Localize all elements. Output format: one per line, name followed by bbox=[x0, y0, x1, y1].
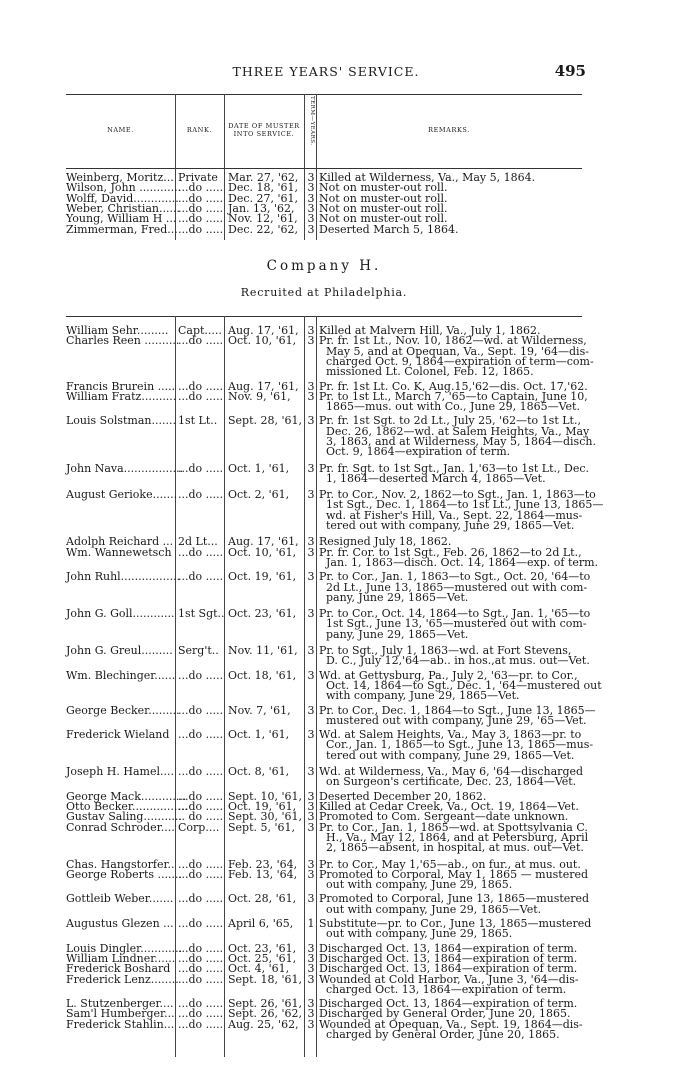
cell-remarks bbox=[319, 222, 581, 236]
cell-rank: Capt..... bbox=[178, 324, 222, 337]
remarks-line: Wounded at Opequan, Va., Sept. 19, 1864—dis- bbox=[319, 1017, 583, 1031]
cell-rank: ...do ..... bbox=[178, 570, 224, 584]
remarks-line: Promoted to Corporal, May 1, 1865 — mustered bbox=[319, 867, 589, 881]
remarks-line: charged Oct. 13, 1864—expiration of term. bbox=[326, 982, 567, 996]
cell-name: Frederick Stahlin... bbox=[66, 1017, 175, 1031]
cell-date: Nov. 12, '61, bbox=[228, 212, 298, 226]
remarks-line: Pr. to Cor., Nov. 2, 1862—to Sgt., Jan. 1, 1863—to bbox=[319, 488, 596, 502]
cell-date: Oct. 28, '61, bbox=[228, 892, 297, 906]
cell-remarks bbox=[319, 414, 596, 459]
cell-years: 3 bbox=[307, 389, 315, 403]
cell-years: 3 bbox=[307, 201, 315, 215]
cell-rank: ...do ..... bbox=[178, 1007, 224, 1021]
cell-date: Oct. 10, '61, bbox=[228, 545, 297, 559]
cell-years: 3 bbox=[307, 488, 315, 502]
header-years: TERM—YEARS. bbox=[309, 96, 315, 146]
cell-remarks bbox=[319, 570, 591, 604]
remarks-line: Not on muster-out roll. bbox=[319, 181, 448, 195]
cell-years: 3 bbox=[307, 789, 315, 803]
cell-date: Oct. 25, '61, bbox=[228, 951, 297, 965]
cell-name: William Fratz.......... bbox=[66, 389, 177, 403]
remarks-line: Jan. 1, 1863—disch. Oct. 14, 1864—exp. of term. bbox=[326, 555, 599, 569]
remarks-line: Oct. 14, 1864—to Sgt., Dec. 1, '64—mustered out bbox=[326, 678, 602, 692]
cell-date: Sept. 30, '61, bbox=[228, 810, 303, 824]
cell-date: Oct. 1, '61, bbox=[228, 461, 290, 475]
cell-date: Oct. 23, '61, bbox=[228, 607, 297, 621]
cell-rank: ...do ..... bbox=[178, 488, 224, 502]
cell-name: John Nava................. bbox=[66, 461, 184, 475]
remarks-line: on Surgeon's certificate, Dec. 23, 1864—Vet. bbox=[326, 775, 577, 789]
header-remarks: REMARKS. bbox=[428, 126, 470, 134]
cell-years: 3 bbox=[307, 545, 315, 559]
cell-rank: Serg't.. bbox=[178, 644, 219, 658]
cell-rank: ...do ..... bbox=[178, 867, 224, 881]
remarks-line: pany, June 29, 1865—Vet. bbox=[326, 627, 469, 641]
header-date-line2: INTO SERVICE. bbox=[233, 130, 295, 138]
cell-years: 3 bbox=[307, 461, 315, 475]
remarks-line: tered out with company, June 29, 1865—Vet. bbox=[326, 748, 575, 762]
remarks-line: Promoted to Corporal, June 13, 1865—mustered bbox=[319, 892, 590, 906]
company-subtitle: Recruited at Philadelphia. bbox=[240, 286, 408, 299]
remarks-line: Not on muster-out roll. bbox=[319, 191, 448, 205]
remarks-line: Oct. 9, 1864—expiration of term. bbox=[326, 445, 511, 459]
remarks-line: Dec. 26, 1862—wd. at Salem Heights, Va., May bbox=[326, 424, 590, 438]
cell-rank: ...do ..... bbox=[178, 334, 224, 348]
cell-years: 3 bbox=[307, 810, 315, 824]
cell-rank: ...do ..... bbox=[178, 800, 224, 813]
cell-remarks bbox=[319, 644, 590, 668]
cell-name: Conrad Schroder.... bbox=[66, 820, 175, 834]
cell-date: Sept. 28, '61, bbox=[228, 414, 303, 428]
cell-date: Oct. 2, '61, bbox=[228, 488, 290, 502]
remarks-line: Pr. to Sgt., July 1, 1863—wd. at Fort Stevens, bbox=[319, 644, 572, 658]
cell-rank: 2d Lt... bbox=[178, 535, 218, 549]
cell-date: Oct. 8, '61, bbox=[228, 765, 290, 779]
remarks-line: Pr. to Cor., Dec. 1, 1864—to Sgt., June 13, 1865— bbox=[319, 703, 596, 717]
remarks-line: pany, June 29, 1865—Vet. bbox=[326, 590, 469, 604]
cell-name: Frederick Lenz........ bbox=[66, 972, 179, 986]
remarks-line: Promoted to Com. Sergeant—date unknown. bbox=[319, 810, 569, 824]
remarks-line: Wd. at Wilderness, Va., May 6, '64—discharged bbox=[319, 765, 584, 779]
column-divider bbox=[304, 316, 305, 1057]
remarks-line: Killed at Cedar Creek, Va., Oct. 19, 1864—Vet. bbox=[319, 800, 579, 813]
cell-name: Gottleib Weber....... bbox=[66, 892, 174, 906]
cell-date: Jan. 13, '62, bbox=[228, 201, 295, 215]
remarks-line: 1st Sgt., June 13, '65—mustered out with com- bbox=[326, 617, 587, 631]
remarks-line: Deserted December 20, 1862. bbox=[319, 789, 487, 803]
remarks-line: Substitute—pr. to Cor., June 13, 1865—mustered bbox=[319, 917, 592, 930]
remarks-line: Pr. to 1st Lt., March 7, '65—to Captain, June 10, bbox=[319, 389, 588, 403]
remarks-line: Pr. to Cor., Jan. 1, 1865—wd. at Spottsylvania C. bbox=[319, 820, 588, 834]
cell-date: Aug. 17, '61, bbox=[228, 535, 299, 549]
cell-name: Joseph H. Hamel.... bbox=[66, 765, 174, 779]
cell-remarks bbox=[319, 607, 591, 641]
remarks-line: Resigned July 18, 1862. bbox=[319, 535, 452, 549]
cell-name: Chas. Hangstorfer.. bbox=[66, 857, 175, 871]
cell-name: Wilson, John ............ bbox=[66, 181, 182, 195]
cell-rank: ...do ..... bbox=[178, 703, 224, 717]
cell-name: Adolph Reichard ... bbox=[66, 535, 174, 549]
cell-date: Aug. 17, '61, bbox=[228, 379, 299, 393]
column-divider bbox=[224, 316, 225, 1057]
cell-name: John G. Greul......... bbox=[66, 644, 173, 658]
cell-remarks bbox=[319, 765, 584, 789]
remarks-line: Pr. fr. 1st Lt. Co. K, Aug.15,'62—dis. Oct. 17,'62. bbox=[319, 379, 588, 393]
company-g-table bbox=[66, 168, 582, 240]
remarks-line: with company, June 29, 1865—Vet. bbox=[326, 689, 520, 703]
cell-name: William Lindner...... bbox=[66, 951, 176, 965]
cell-name: August Gerioke....... bbox=[66, 488, 178, 502]
running-head-title: THREE YEARS' SERVICE. bbox=[232, 64, 420, 79]
company-h-table bbox=[66, 316, 604, 1057]
cell-years: 3 bbox=[307, 857, 315, 871]
remarks-line: Pr. fr. 1st Sgt. to 2d Lt., July 25, '62—to 1st Lt., bbox=[319, 414, 581, 428]
cell-date: Nov. 7, '61, bbox=[228, 703, 291, 717]
remarks-line: D. C., July 12,'64—ab.. in hos.,at mus. out—Vet. bbox=[326, 654, 590, 668]
cell-date: Sept. 18, '61, bbox=[228, 972, 303, 986]
remarks-line: Discharged by General Order, June 20, 1865. bbox=[319, 1007, 571, 1021]
cell-years: 3 bbox=[307, 324, 315, 337]
remarks-line: Discharged Oct. 13, 1864—expiration of term. bbox=[319, 951, 578, 965]
remarks-line: out with company, June 29, 1865. bbox=[326, 878, 513, 892]
cell-rank: ...do ..... bbox=[178, 728, 224, 742]
cell-years: 3 bbox=[307, 334, 315, 348]
remarks-line: Cor., Jan. 1, 1865—to Sgt., June 13, 1865—mus- bbox=[326, 738, 594, 752]
remarks-line: Not on muster-out roll. bbox=[319, 212, 448, 226]
cell-rank: ...do ..... bbox=[178, 962, 224, 976]
cell-date: April 6, '65, bbox=[228, 917, 294, 930]
cell-rank: ...do ..... bbox=[178, 857, 224, 871]
cell-rank: ...do ..... bbox=[178, 941, 224, 955]
remarks-line: wd. at Fisher's Hill, Va., Sept. 22, 1864—mus- bbox=[326, 508, 583, 522]
remarks-line: Wounded at Cold Harbor, Va., June 3, '64—dis- bbox=[319, 972, 579, 986]
remarks-line: Wd. at Gettysburg, Pa., July 2, '63—pr. to Cor., bbox=[319, 668, 578, 682]
cell-name: Young, William H ... bbox=[66, 212, 177, 226]
remarks-line: Killed at Wilderness, Va., May 5, 1864. bbox=[319, 171, 536, 184]
cell-name: George Mack............. bbox=[66, 789, 187, 803]
cell-rank: ...do ..... bbox=[178, 181, 224, 195]
cell-years: 3 bbox=[307, 379, 315, 393]
cell-rank: ...do ..... bbox=[178, 789, 224, 803]
running-head bbox=[66, 64, 586, 82]
column-divider bbox=[316, 168, 317, 240]
cell-years: 3 bbox=[307, 570, 315, 584]
cell-remarks bbox=[319, 972, 581, 996]
cell-date: Oct. 23, '61, bbox=[228, 941, 297, 955]
cell-name: Zimmerman, Fred... bbox=[66, 222, 178, 236]
remarks-line: 2d Lt., June 13, 1865—mustered out with com- bbox=[326, 580, 588, 594]
cell-remarks bbox=[319, 334, 594, 379]
cell-rank: Private bbox=[178, 171, 218, 184]
remarks-line: 1st Sgt., Dec. 1, 1864—to 1st Lt., June 13, 1865— bbox=[326, 498, 604, 512]
cell-name: Frederick Boshard bbox=[66, 962, 171, 976]
cell-name: Louis Solstman....... bbox=[66, 414, 176, 428]
cell-years: 3 bbox=[307, 765, 315, 779]
remarks-line: Killed at Malvern Hill, Va., July 1, 1862. bbox=[319, 324, 541, 337]
cell-years: 3 bbox=[307, 867, 315, 881]
cell-name: Wolff, David............. bbox=[66, 191, 179, 205]
remarks-line: charged Oct. 9, 1864—expiration of term—com- bbox=[326, 354, 594, 368]
cell-name: Charles Reen .......... bbox=[66, 334, 180, 348]
remarks-line: Pr. fr. Sgt. to 1st Sgt., Jan. 1,'63—to 1st Lt., Dec. bbox=[319, 461, 589, 475]
cell-remarks bbox=[319, 867, 589, 892]
cell-date: Nov. 9, '61, bbox=[228, 389, 291, 403]
cell-date: Oct. 19, '61, bbox=[228, 800, 297, 813]
cell-name: Otto Becker................ bbox=[66, 800, 188, 813]
cell-rank: ...do ..... bbox=[178, 461, 224, 475]
cell-rank: ...do ..... bbox=[178, 545, 224, 559]
cell-date: Dec. 27, '61, bbox=[228, 191, 298, 205]
cell-years: 3 bbox=[307, 535, 315, 549]
cell-name: Frederick Wieland bbox=[66, 728, 170, 742]
cell-remarks bbox=[319, 1017, 583, 1041]
cell-name: Augustus Glezen ... bbox=[66, 917, 174, 930]
cell-date: Aug. 17, '61, bbox=[228, 324, 299, 337]
cell-date: Dec. 22, '62, bbox=[228, 222, 298, 236]
remarks-line: Pr. to Cor., Jan. 1, 1863—to Sgt., Oct. 20, '64—to bbox=[319, 570, 591, 584]
remarks-line: Discharged Oct. 13, 1864—expiration of term. bbox=[319, 962, 578, 976]
cell-rank: ...do ..... bbox=[178, 765, 224, 779]
cell-name: Wm. Blechinger...... bbox=[66, 668, 176, 682]
column-divider bbox=[224, 168, 225, 240]
cell-years: 3 bbox=[307, 171, 315, 184]
remarks-line: Discharged Oct. 13, 1864—expiration of term. bbox=[319, 997, 578, 1011]
cell-remarks bbox=[319, 728, 594, 762]
remarks-line: Deserted March 5, 1864. bbox=[319, 222, 459, 236]
cell-years: 3 bbox=[307, 972, 315, 986]
cell-years: 3 bbox=[307, 941, 315, 955]
cell-date: Sept. 5, '61, bbox=[228, 820, 296, 834]
cell-years: 3 bbox=[307, 951, 315, 965]
remarks-line: 1, 1864—deserted March 4, 1865—Vet. bbox=[326, 471, 546, 485]
remarks-line: 2, 1865—absent, in hospital, at mus. out—Vet. bbox=[326, 841, 584, 855]
cell-date: Aug. 25, '62, bbox=[228, 1017, 299, 1031]
cell-years: 3 bbox=[307, 962, 315, 976]
remarks-line: May 5, and at Opequan, Va., Sept. 19, '64—dis- bbox=[326, 344, 589, 358]
cell-name: Gustav Saling........... bbox=[66, 810, 182, 824]
cell-date: Oct. 10, '61, bbox=[228, 334, 297, 348]
cell-rank: ...do ..... bbox=[178, 191, 224, 205]
column-divider bbox=[304, 168, 305, 240]
remarks-line: mustered out with company, June 29, '65—Vet. bbox=[326, 713, 587, 727]
header-date-line1: DATE OF MUSTER bbox=[228, 122, 300, 130]
cell-date: Feb. 13, '64, bbox=[228, 867, 298, 881]
cell-name: Louis Dingler............ bbox=[66, 941, 183, 955]
cell-name: L. Stutzenberger.... bbox=[66, 997, 174, 1011]
remarks-line: Pr. fr. Cor. to 1st Sgt., Feb. 26, 1862—to 2d Lt., bbox=[319, 545, 582, 559]
cell-name: Wm. Wannewetsch bbox=[66, 545, 172, 559]
remarks-line: Not on muster-out roll. bbox=[319, 201, 448, 215]
cell-years: 3 bbox=[307, 820, 315, 834]
cell-rank: ...do ..... bbox=[178, 892, 224, 906]
cell-years: 3 bbox=[307, 181, 315, 195]
cell-name: Sam'l Humberger... bbox=[66, 1007, 175, 1021]
cell-rank: 1st Lt.. bbox=[178, 414, 218, 428]
cell-name: George Roberts ....... bbox=[66, 867, 182, 881]
remarks-line: 1865—mus. out with Co., June 29, 1865—Vet. bbox=[326, 400, 580, 414]
cell-remarks bbox=[319, 820, 589, 855]
cell-years: 3 bbox=[307, 222, 315, 236]
cell-rank: ...do ..... bbox=[178, 951, 224, 965]
cell-years: 3 bbox=[307, 1007, 315, 1021]
cell-years: 3 bbox=[307, 892, 315, 906]
cell-years: 3 bbox=[307, 668, 315, 682]
cell-rank: 1st Sgt.. bbox=[178, 607, 225, 621]
cell-rank: Corp.... bbox=[178, 820, 220, 834]
remarks-line: tered out with company, June 29, 1865—Vet. bbox=[326, 519, 575, 533]
cell-remarks bbox=[319, 668, 602, 703]
remarks-line: Discharged Oct. 13, 1864—expiration of term. bbox=[319, 941, 578, 955]
remarks-line: 3, 1863, and at Wilderness, May 5, 1864—disch. bbox=[326, 434, 596, 448]
cell-rank: ...do ..... bbox=[178, 668, 224, 682]
cell-date: Sept. 10, '61, bbox=[228, 789, 303, 803]
cell-rank: ...do ..... bbox=[178, 997, 224, 1011]
cell-name: George Becker......... bbox=[66, 703, 180, 717]
cell-rank: ...do ..... bbox=[178, 379, 224, 393]
cell-date: Dec. 18, '61, bbox=[228, 181, 298, 195]
cell-remarks bbox=[319, 892, 590, 916]
page-number: 495 bbox=[554, 62, 586, 80]
cell-years: 1 bbox=[307, 917, 315, 930]
cell-years: 3 bbox=[307, 607, 315, 621]
cell-remarks bbox=[319, 461, 589, 485]
cell-rank: ...do ..... bbox=[178, 972, 224, 986]
remarks-line: missioned Lt. Colonel, Feb. 12, 1865. bbox=[326, 365, 534, 379]
remarks-line: Pr. to Cor., Oct. 14, 1864—to Sgt., Jan. 1, '65—to bbox=[319, 607, 591, 621]
cell-name: John Ruhl................. bbox=[66, 570, 181, 584]
cell-years: 3 bbox=[307, 703, 315, 717]
cell-name: Weinberg, Moritz... bbox=[66, 171, 174, 184]
cell-date: Sept. 26, '61, bbox=[228, 997, 303, 1011]
remarks-line: Wd. at Salem Heights, Va., May 3, 1863—pr. to bbox=[319, 728, 582, 742]
cell-years: 3 bbox=[307, 191, 315, 205]
cell-rank: ...do ..... bbox=[178, 1017, 224, 1031]
remarks-line: H., Va., May 12, 1864, and at Petersburg, April bbox=[326, 830, 589, 844]
cell-remarks bbox=[319, 917, 592, 941]
cell-date: Sept. 26, '62, bbox=[228, 1007, 303, 1021]
remarks-line: out with company, June 29, 1865. bbox=[326, 927, 513, 941]
cell-remarks bbox=[319, 703, 596, 727]
cell-name: William Sehr......... bbox=[66, 324, 169, 337]
cell-rank: .. do ..... bbox=[178, 810, 224, 824]
cell-date: Oct. 18, '61, bbox=[228, 668, 297, 682]
cell-remarks bbox=[319, 488, 604, 533]
cell-rank: ...do ..... bbox=[178, 917, 224, 930]
cell-remarks bbox=[319, 389, 588, 414]
cell-date: Oct. 4, '61, bbox=[228, 962, 290, 976]
cell-name: John G. Goll............ bbox=[66, 607, 175, 621]
column-divider bbox=[304, 94, 305, 168]
cell-years: 3 bbox=[307, 212, 315, 226]
remarks-line: charged by General Order, June 20, 1865. bbox=[326, 1027, 560, 1041]
cell-years: 3 bbox=[307, 997, 315, 1011]
remarks-line: Pr. to Cor., May 1,'65—ab., on fur., at mus. out. bbox=[319, 857, 581, 871]
cell-rank: ...do ..... bbox=[178, 212, 224, 226]
cell-rank: ...do ..... bbox=[178, 222, 224, 236]
cell-years: 3 bbox=[307, 644, 315, 658]
cell-remarks bbox=[319, 545, 599, 569]
cell-date: Feb. 23, '64, bbox=[228, 857, 298, 871]
header-rank: RANK. bbox=[186, 126, 213, 134]
remarks-line: out with company, June 29, 1865—Vet. bbox=[326, 902, 542, 916]
cell-date: Oct. 19, '61, bbox=[228, 570, 297, 584]
company-g-header bbox=[66, 94, 582, 168]
cell-years: 3 bbox=[307, 414, 315, 428]
company-title: Company H. bbox=[266, 258, 382, 274]
remarks-line: Pr. fr. 1st Lt., Nov. 10, 1862—wd. at Wilderness, bbox=[319, 334, 587, 348]
cell-date: Oct. 1, '61, bbox=[228, 728, 290, 742]
cell-name: Francis Brurein ..... bbox=[66, 379, 176, 393]
header-name: NAME. bbox=[107, 126, 134, 134]
cell-date: Mar. 27, '62, bbox=[228, 171, 299, 184]
cell-date: Nov. 11, '61, bbox=[228, 644, 298, 658]
cell-rank: ...do ..... bbox=[178, 201, 224, 215]
column-divider bbox=[316, 316, 317, 1057]
cell-years: 3 bbox=[307, 1017, 315, 1031]
cell-years: 3 bbox=[307, 800, 315, 813]
cell-years: 3 bbox=[307, 728, 315, 742]
cell-rank: ...do ..... bbox=[178, 389, 224, 403]
cell-name: Weber, Christian...... bbox=[66, 201, 180, 215]
